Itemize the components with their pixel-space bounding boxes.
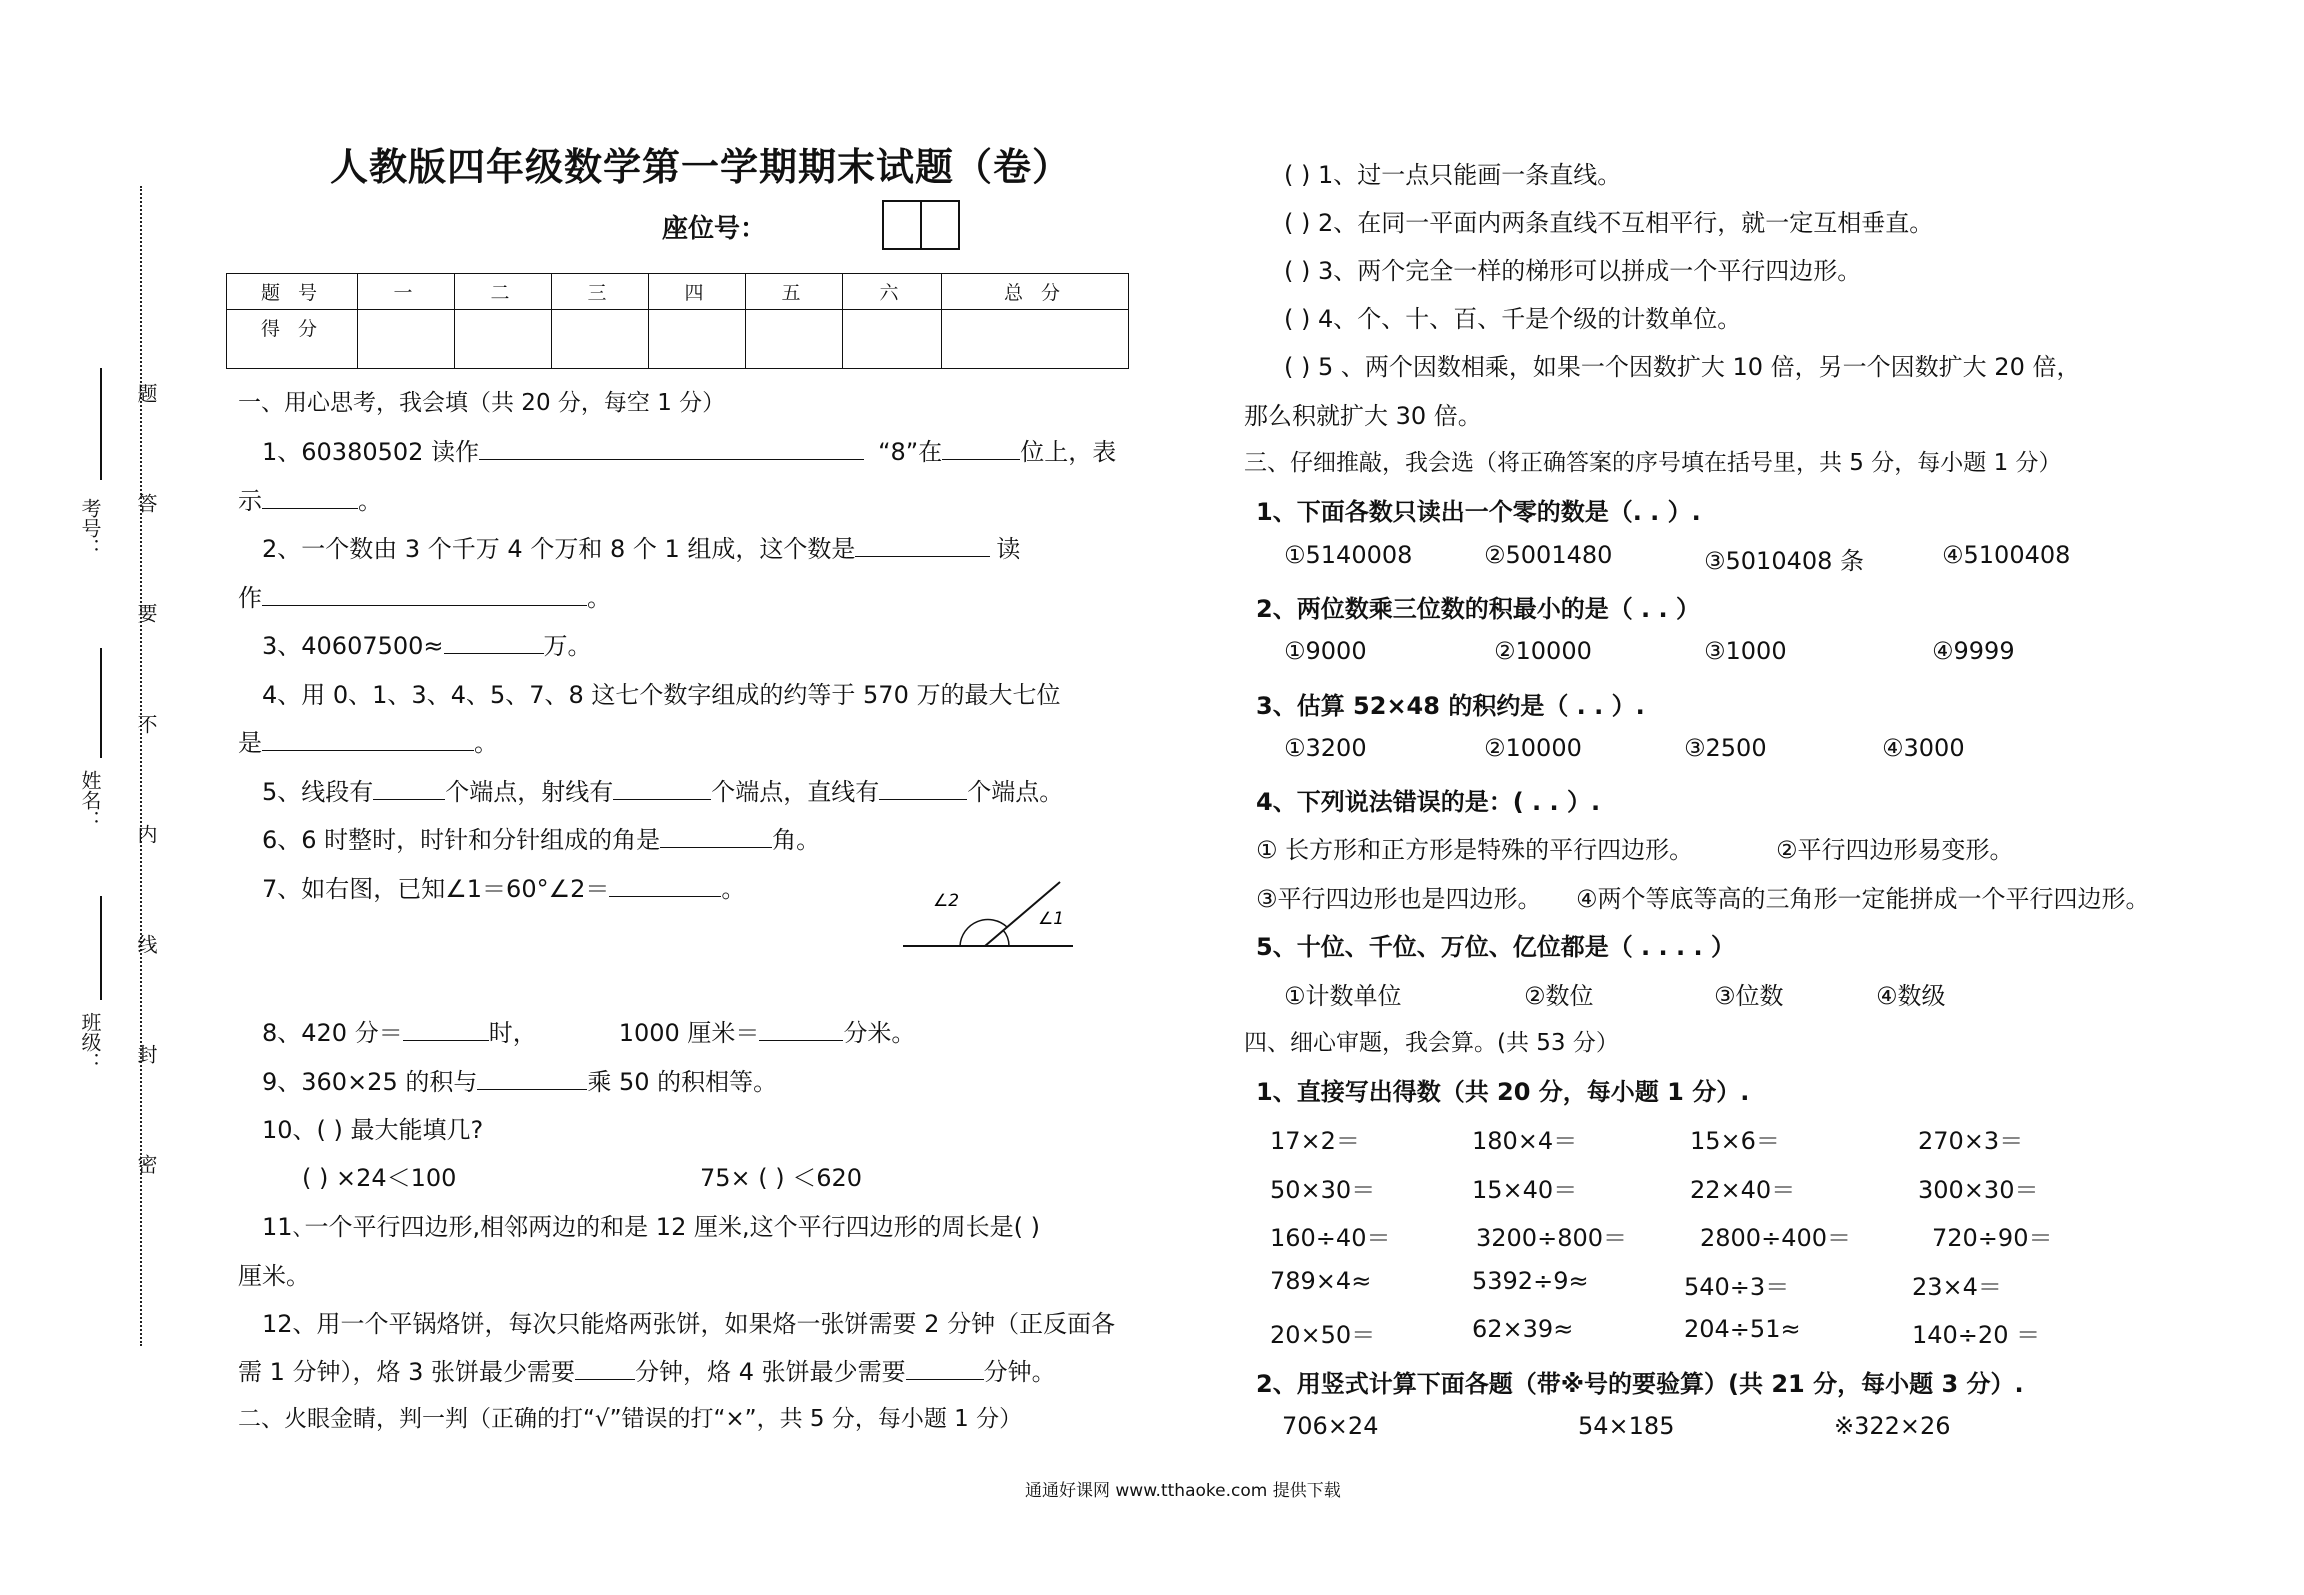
- choice3-opt-4[interactable]: ④3000: [1882, 734, 1965, 762]
- q12-line2: [238, 1352, 1056, 1387]
- q5-line: [262, 772, 1063, 807]
- score-row-label: 得 分: [227, 310, 358, 369]
- vertical-calc-2: 54×185: [1578, 1412, 1675, 1440]
- q5-line-blank[interactable]: [879, 773, 967, 800]
- seal-char-ti: 题: [134, 383, 158, 403]
- calc-r5-c4: 140÷20 ＝: [1912, 1321, 2041, 1349]
- score-header-total: 总 分: [942, 274, 1129, 310]
- q12-three-blank[interactable]: [575, 1353, 635, 1380]
- angle1-arc: [1003, 930, 1009, 946]
- judge-5-cont: 那么积就扩大 30 倍。: [1244, 402, 1482, 430]
- score-cell-total[interactable]: [942, 310, 1129, 369]
- choice1-question: 1、下面各数只读出一个零的数是（. . ）.: [1256, 498, 1701, 526]
- section4-heading: 四、细心审题，我会算。(共 53 分）: [1244, 1030, 1619, 1056]
- q6-text-b: 角。: [772, 826, 821, 854]
- score-cell-1[interactable]: [358, 310, 455, 369]
- calc-r3-c2: 3200÷800＝: [1476, 1224, 1627, 1252]
- judge-3: ( ) 3、两个完全一样的梯形可以拼成一个平行四边形。: [1284, 257, 1862, 285]
- calc-r5-c2: 62×39≈: [1472, 1315, 1574, 1343]
- score-header-3: 三: [552, 274, 649, 310]
- q2-text-d: 。: [587, 584, 611, 612]
- seat-box-2[interactable]: [920, 200, 960, 250]
- calc-r5-c1: 20×50＝: [1270, 1321, 1376, 1349]
- calc-r2-c1: 50×30＝: [1270, 1176, 1376, 1204]
- q1-meaning-blank[interactable]: [262, 482, 358, 509]
- calc-r1-c4: 270×3＝: [1918, 1127, 2024, 1155]
- q7-text-a: 7、如右图，已知∠1＝60°∠2＝: [262, 875, 610, 903]
- vertical-calc-1: 706×24: [1282, 1412, 1379, 1440]
- judge-2: ( ) 2、在同一平面内两条直线不互相平行，就一定互相垂直。: [1284, 209, 1934, 237]
- calc-r4-c3: 540÷3＝: [1684, 1273, 1790, 1301]
- q2-text-a: 2、一个数由 3 个千万 4 个万和 8 个 1 组成，这个数是: [262, 535, 856, 563]
- choice4-opt-4[interactable]: ④两个等底等高的三角形一定能拼成一个平行四边形。: [1576, 885, 2150, 913]
- q1-position-blank[interactable]: [942, 433, 1020, 460]
- choice4-question: 4、下列说法错误的是：( . . ）.: [1256, 788, 1601, 816]
- seal-char-xian: 线: [134, 934, 158, 954]
- section1-heading: 一、用心思考，我会填（共 20 分，每空 1 分）: [238, 390, 726, 416]
- seat-box-1[interactable]: [882, 200, 922, 250]
- choice1-opt-1[interactable]: ①5140008: [1284, 541, 1413, 569]
- xingming-label: 姓名：: [78, 770, 102, 830]
- q1-text-d: 示: [238, 487, 262, 515]
- q8-text-c: 1000 厘米＝: [618, 1019, 760, 1047]
- q12-four-blank[interactable]: [906, 1353, 984, 1380]
- choice2-opt-2[interactable]: ②10000: [1494, 637, 1592, 665]
- choice3-opt-1[interactable]: ①3200: [1284, 734, 1367, 762]
- choice3-opt-3[interactable]: ③2500: [1684, 734, 1767, 762]
- q2-read-blank[interactable]: [262, 579, 587, 606]
- score-header-4: 四: [649, 274, 746, 310]
- q5-text-a: 5、线段有: [262, 778, 374, 806]
- calc-r4-c4: 23×4＝: [1912, 1273, 2002, 1301]
- choice2-opt-1[interactable]: ①9000: [1284, 637, 1367, 665]
- calc-r2-c4: 300×30＝: [1918, 1176, 2039, 1204]
- q9-text-b: 乘 50 的积相等。: [587, 1068, 778, 1096]
- score-cell-4[interactable]: [649, 310, 746, 369]
- choice4-opt-1[interactable]: ① 长方形和正方形是特殊的平行四边形。: [1256, 836, 1694, 864]
- footer-credit: 通通好课网 www.tthaoke.com 提供下载: [1025, 1481, 1341, 1501]
- choice4-opt-2[interactable]: ②平行四边形易变形。: [1776, 836, 2014, 864]
- choice4-opt-3[interactable]: ③平行四边形也是四边形。: [1256, 885, 1542, 913]
- exam-title: 人教版四年级数学第一学期期末试题（卷）: [330, 145, 1072, 189]
- judge-1: ( ) 1、过一点只能画一条直线。: [1284, 161, 1622, 189]
- q6-text-a: 6、6 时整时，时针和分针组成的角是: [262, 826, 661, 854]
- seat-label: 座位号：: [662, 214, 767, 244]
- choice5-opt-1[interactable]: ①计数单位: [1284, 982, 1402, 1010]
- q5-ray-blank[interactable]: [613, 773, 711, 800]
- q5-text-b: 个端点，射线有: [445, 778, 614, 806]
- section4-part2: 2、用竖式计算下面各题（带※号的要验算）(共 21 分，每小题 3 分）.: [1256, 1370, 2024, 1398]
- q2-line2: [238, 578, 611, 613]
- q6-blank[interactable]: [660, 821, 772, 848]
- q10-part-a: ( ) ×24＜100: [302, 1164, 457, 1192]
- q12-text-c: 分钟，烙 4 张饼最少需要: [635, 1358, 906, 1386]
- choice5-question: 5、十位、千位、万位、亿位都是（ . . . . ）: [1256, 933, 1735, 961]
- q10-part-b: 75× ( ) ＜620: [700, 1164, 863, 1192]
- score-table: [226, 273, 1129, 369]
- vertical-calc-3: ※322×26: [1834, 1412, 1951, 1440]
- angle-figure: [895, 874, 1095, 960]
- q1-text-c: 位上，表: [1020, 438, 1117, 466]
- q5-text-d: 个端点。: [967, 778, 1064, 806]
- q8-text-a: 8、420 分＝: [262, 1019, 403, 1047]
- q11-line1: 11､一个平行四边形,相邻两边的和是 12 厘米,这个平行四边形的周长是( ): [262, 1213, 1040, 1241]
- q10-line: 10、( ) 最大能填几?: [262, 1116, 484, 1144]
- q12-text-b: 需 1 分钟），烙 3 张饼最少需要: [238, 1358, 576, 1386]
- seal-char-mi: 密: [134, 1154, 158, 1174]
- q5-segment-blank[interactable]: [373, 773, 445, 800]
- choice3-question: 3、估算 52×48 的积约是（ . . ）.: [1256, 692, 1645, 720]
- banji-label: 班级：: [78, 1012, 102, 1072]
- choice5-opt-4[interactable]: ④数级: [1876, 982, 1946, 1010]
- choice3-opt-2[interactable]: ②10000: [1484, 734, 1582, 762]
- section2-heading: 二、火眼金睛，判一判（正确的打“√”错误的打“×”，共 5 分，每小题 1 分）: [238, 1406, 1023, 1432]
- banji-field[interactable]: [100, 896, 102, 1000]
- calc-r3-c1: 160÷40＝: [1270, 1224, 1391, 1252]
- seal-char-yao: 要: [134, 603, 158, 623]
- judge-5: ( ) 5 、两个因数相乘，如果一个因数扩大 10 倍，另一个因数扩大 20 倍，: [1284, 353, 2081, 381]
- q7-text-b: 。: [721, 875, 746, 903]
- q8-text-b: 时，: [488, 1019, 537, 1047]
- choice1-opt-3[interactable]: ③5010408 条: [1704, 547, 1865, 575]
- score-header-1: 一: [358, 274, 455, 310]
- q4-text-b: 是: [238, 729, 262, 757]
- q9-text-a: 9、360×25 的积与: [262, 1068, 478, 1096]
- q11-line2: 厘米。: [238, 1262, 310, 1290]
- seal-char-da: 答: [134, 493, 158, 513]
- seal-char-feng: 封: [134, 1044, 158, 1064]
- score-header-5: 五: [746, 274, 843, 310]
- score-header-6: 六: [843, 274, 942, 310]
- q3-text-b: 万。: [543, 632, 592, 660]
- choice5-opt-3[interactable]: ③位数: [1714, 982, 1784, 1010]
- kaohao-field[interactable]: [100, 368, 102, 480]
- calc-r2-c2: 15×40＝: [1472, 1176, 1578, 1204]
- q8-line: [262, 1013, 915, 1048]
- xingming-field[interactable]: [100, 648, 102, 758]
- q3-blank[interactable]: [444, 627, 544, 654]
- judge-4: ( ) 4、个、十、百、千是个级的计数单位。: [1284, 305, 1742, 333]
- section4-part1: 1、直接写出得数（共 20 分，每小题 1 分）.: [1256, 1078, 1750, 1106]
- q8-dm-blank[interactable]: [759, 1014, 843, 1041]
- q4-line2: [238, 723, 498, 758]
- q7-blank[interactable]: [609, 870, 721, 897]
- seal-char-bu: 不: [134, 714, 158, 734]
- choice1-opt-4[interactable]: ④5100408: [1942, 541, 2071, 569]
- q4-text-c: 。: [474, 729, 498, 757]
- calc-r1-c1: 17×2＝: [1270, 1127, 1360, 1155]
- angle2-label: ∠2: [933, 891, 960, 911]
- angle1-label: ∠1: [1038, 909, 1065, 929]
- q8-hours-blank[interactable]: [403, 1014, 489, 1041]
- q1-line2: [238, 481, 382, 516]
- calc-r4-c2: 5392÷9≈: [1472, 1267, 1589, 1295]
- q1-text-b: “8”在: [878, 438, 943, 466]
- q12-line1: 12、用一个平锅烙饼，每次只能烙两张饼，如果烙一张饼需要 2 分钟（正反面各: [262, 1310, 1116, 1338]
- q2-number-blank[interactable]: [855, 530, 990, 557]
- choice1-opt-2[interactable]: ②5001480: [1484, 541, 1613, 569]
- q7-line: [262, 869, 745, 904]
- score-cell-2[interactable]: [455, 310, 552, 369]
- choice2-opt-4[interactable]: ④9999: [1932, 637, 2015, 665]
- q1-read-blank[interactable]: [479, 433, 864, 460]
- calc-r3-c3: 2800÷400＝: [1700, 1224, 1851, 1252]
- q9-line: [262, 1062, 777, 1097]
- calc-r1-c2: 180×4＝: [1472, 1127, 1578, 1155]
- choice2-question: 2、两位数乘三位数的积最小的是（ . . ）: [1256, 595, 1700, 623]
- score-cell-6[interactable]: [843, 310, 942, 369]
- q3-text-a: 3、40607500≈: [262, 632, 444, 660]
- q1-text-e: 。: [358, 487, 382, 515]
- q2-line1: [262, 529, 1020, 564]
- choice5-opt-2[interactable]: ②数位: [1524, 982, 1594, 1010]
- kaohao-label: 考号：: [78, 498, 102, 558]
- q4-line1: 4、用 0、1、3、4、5、7、8 这七个数字组成的约等于 570 万的最大七位: [262, 681, 1061, 709]
- calc-r1-c3: 15×6＝: [1690, 1127, 1780, 1155]
- section3-heading: 三、仔细推敲，我会选（将正确答案的序号填在括号里，共 5 分，每小题 1 分）: [1244, 450, 2062, 476]
- score-header-2: 二: [455, 274, 552, 310]
- q2-text-c: 作: [238, 584, 262, 612]
- q6-line: [262, 820, 820, 855]
- score-cell-3[interactable]: [552, 310, 649, 369]
- score-cell-5[interactable]: [746, 310, 843, 369]
- q9-blank[interactable]: [477, 1063, 587, 1090]
- q5-text-c: 个端点，直线有: [711, 778, 880, 806]
- q2-text-b: 读: [996, 535, 1021, 563]
- score-header-label: 题 号: [227, 274, 358, 310]
- seal-char-nei: 内: [134, 824, 158, 844]
- q1-text-a: 1、60380502 读作: [262, 438, 480, 466]
- choice2-opt-3[interactable]: ③1000: [1704, 637, 1787, 665]
- calc-r2-c3: 22×40＝: [1690, 1176, 1796, 1204]
- calc-r4-c1: 789×4≈: [1270, 1267, 1372, 1295]
- calc-r3-c4: 720÷90＝: [1932, 1224, 2053, 1252]
- q8-text-d: 分米。: [843, 1019, 916, 1047]
- calc-r5-c3: 204÷51≈: [1684, 1315, 1801, 1343]
- q3-line: [262, 626, 592, 661]
- q1-line1: [262, 432, 1116, 467]
- q4-blank[interactable]: [262, 724, 474, 751]
- q12-text-d: 分钟。: [983, 1358, 1056, 1386]
